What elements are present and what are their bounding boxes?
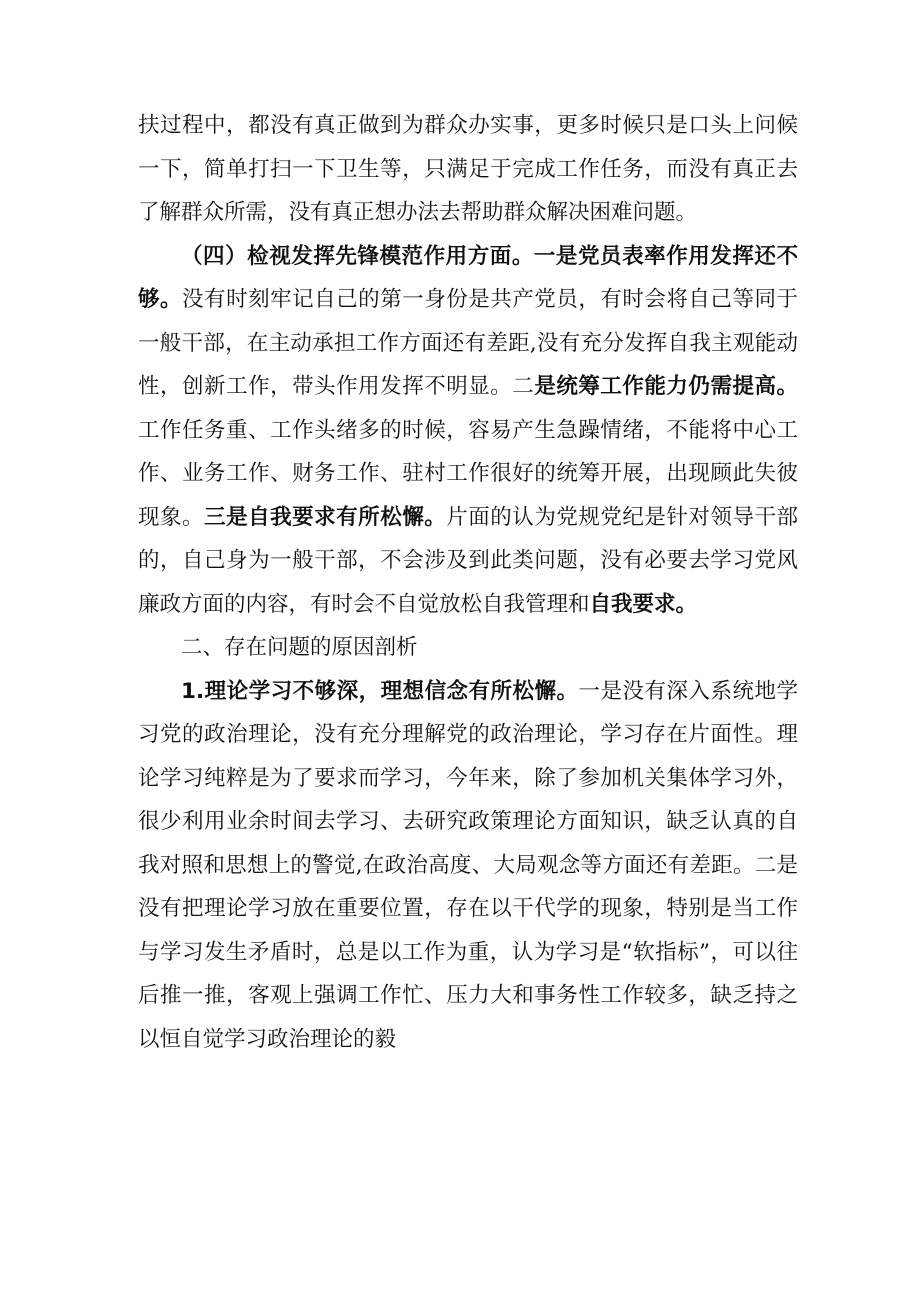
point-one-text: 没有时刻牢记自己的第一身份是共产党员，有时会将自己等同于一般干部，在主动承担工作方面还有差距,没有充分发挥自我主观能动性，创新工作，带头作用发挥不明显。 xyxy=(138,287,798,399)
paragraph-continued xyxy=(138,104,798,235)
point-three-end: 自我要求。 xyxy=(589,591,698,617)
section-four-heading: （四）检视发挥先锋模范作用方面。 xyxy=(181,243,534,269)
cause-one-text: 一是没有深入系统地学习党的政治理论，没有充分理解党的政治理论，学习存在片面性。理论学习纯粹是为了要求而学习，今年来，除了参加机关集体学习外，很少利用业余时间去学习、去研究政策理论方面知识，缺乏认真的自我对照和思想上的警觉,在政治高度、大局观念等方面还有差距。二是没有把理论学习放在重要位置，存在以干代学的现象，特别是当工作与学习发生矛盾时，总是以工作为重，认为学习是“软指标”，可以往后推一推，客观上强调工作忙、压力大和事务性工作较多，缺乏持之以恒自觉学习政治理论的毅 xyxy=(138,678,798,1052)
cause-one-title: 1.理论学习不够深，理想信念有所松懈。 xyxy=(181,678,579,704)
point-three-title: 三是自我要求有所松懈。 xyxy=(204,504,447,530)
document-body xyxy=(138,104,798,1061)
paragraph-section-four xyxy=(138,235,798,627)
section-two-heading: 二、存在问题的原因剖析 xyxy=(181,635,418,660)
point-one-title: 一是党员表率作用发挥还不够。 xyxy=(138,243,798,312)
paragraph-cause-one xyxy=(138,670,798,1062)
paragraph-text: 扶过程中，都没有真正做到为群众办实事，更多时候只是口头上问候一下，简单打扫一下卫生等，只满足于完成工作任务，而没有真正去了解群众所需，没有真正想办法去帮助群众解决困难问题。 xyxy=(138,113,798,225)
point-two-prefix: 二 xyxy=(512,374,535,399)
point-two-text: 工作任务重、工作头绪多的时候，容易产生急躁情绪，不能将中心工作、业务工作、财务工作、驻村工作很好的统筹开展，出现顾此失彼现象。 xyxy=(138,417,798,530)
point-two-title: 是统筹工作能力仍需提高。 xyxy=(534,374,798,399)
point-three-text: 片面的认为党规党纪是针对领导干部的，自己身为一般干部，不会涉及到此类问题，没有必要去学习党风廉政方面的内容，有时会不自觉放松自我管理和 xyxy=(138,504,798,617)
